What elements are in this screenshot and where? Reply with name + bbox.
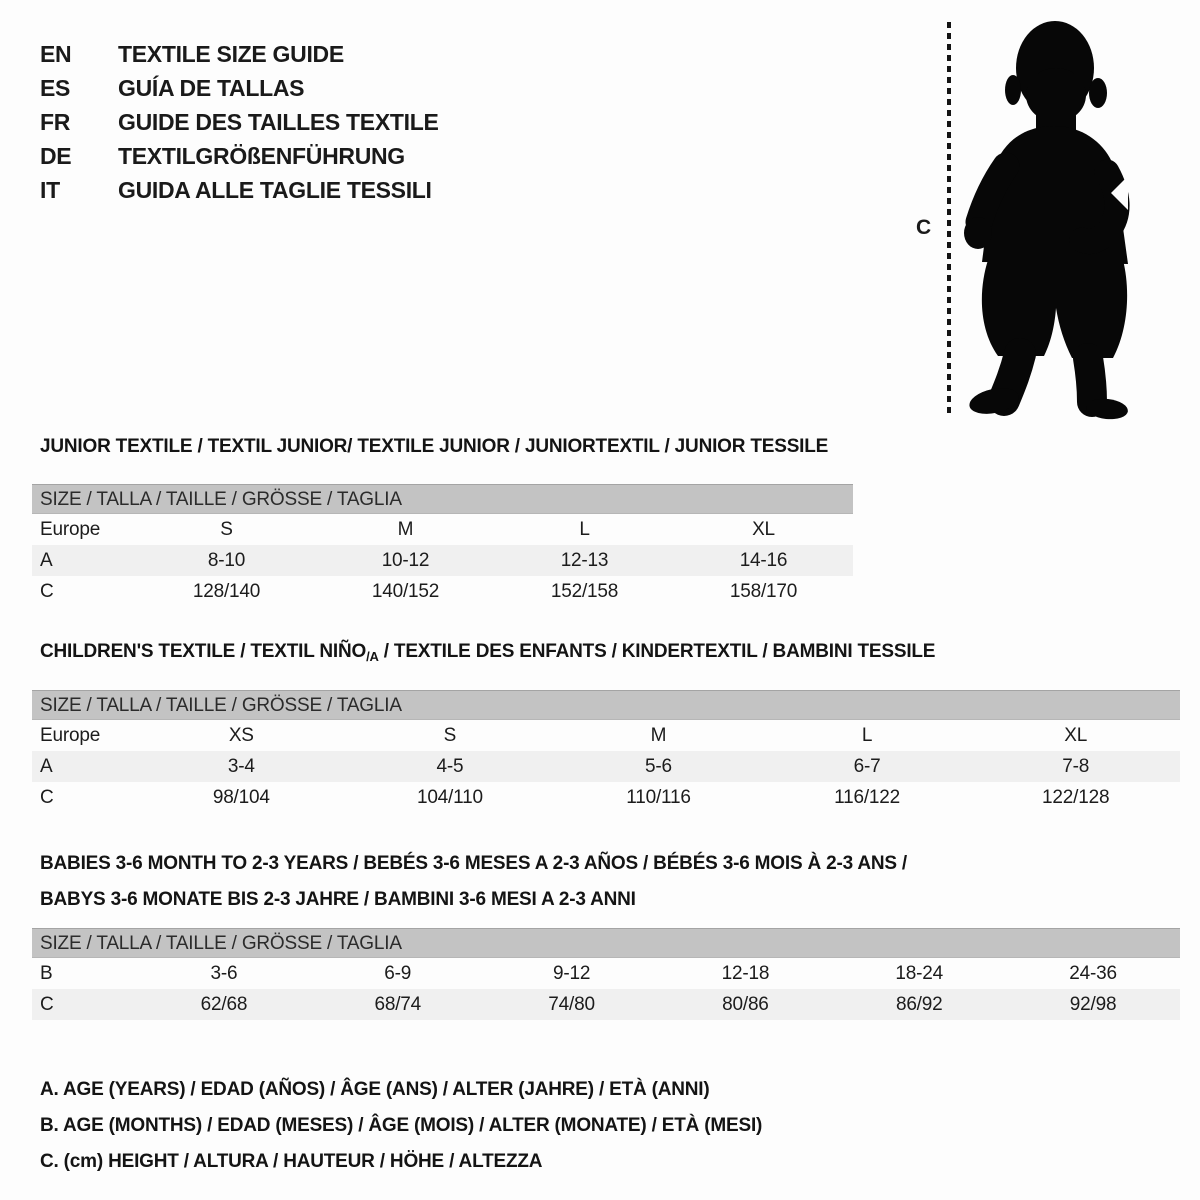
row-label: A [40,755,53,777]
size-cell: XL [1064,724,1088,746]
size-header: SIZE / TALLA / TAILLE / GRÖSSE / TAGLIA [32,484,853,514]
size-cell: S [443,724,457,746]
size-cell: L [861,724,873,746]
list-item [40,71,439,105]
guide-title: GUÍA DE TALLAS [118,75,305,101]
title-text: CHILDREN'S TEXTILE / TEXTIL NIÑO [40,641,367,662]
language-code: EN [40,41,72,67]
size-cell: XL [752,518,775,540]
language-code: ES [40,75,71,101]
height-cell: 92/98 [1069,993,1117,1015]
junior-size-table [32,484,853,607]
language-code: FR [40,109,71,135]
size-cell: S [220,518,233,540]
months-cell: 12-18 [721,962,770,984]
guide-title: GUIDA ALLE TAGLIE TESSILI [118,177,432,203]
table-row [32,782,1180,813]
height-cell: 80/86 [722,993,769,1015]
guide-title: TEXTILE SIZE GUIDE [118,41,344,67]
size-header: SIZE / TALLA / TAILLE / GRÖSSE / TAGLIA [32,690,1180,720]
height-cell: 62/68 [200,993,248,1015]
children-size-table [32,690,1180,813]
title-line: BABIES 3-6 MONTH TO 2-3 YEARS / BEBÉS 3-6 MESES A 2-3 AÑOS / BÉBÉS 3-6 MOIS À 2-3 ANS / [40,853,908,874]
row-label: C [40,580,54,602]
language-code: DE [40,143,72,169]
table-row [32,545,853,576]
age-cell: 14-16 [739,549,788,571]
dimension-legend [40,1072,762,1180]
list-item [40,139,439,173]
age-cell: 4-5 [436,755,464,777]
row-label: Europe [40,518,101,540]
months-cell: 24-36 [1069,962,1117,984]
age-cell: 10-12 [381,549,430,571]
table-row [32,514,853,545]
table-row [32,576,853,607]
height-cell: 122/128 [1042,786,1110,808]
row-label: Europe [40,724,101,746]
table-row [32,720,1180,751]
height-dimension-label: C [916,216,932,239]
legend-line-a: A. AGE (YEARS) / EDAD (AÑOS) / ÂGE (ANS) / ALTER (JAHRE) / ETÀ (ANNI) [40,1079,710,1100]
age-cell: 8-10 [207,549,246,571]
title-subscript: /A [366,649,379,664]
size-header: SIZE / TALLA / TAILLE / GRÖSSE / TAGLIA [32,928,1180,958]
toddler-silhouette-icon [960,16,1140,423]
language-code: IT [40,177,60,203]
height-cell: 98/104 [212,786,270,808]
height-cell: 68/74 [374,993,422,1015]
guide-title: TEXTILGRÖßENFÜHRUNG [118,143,405,169]
language-title-list [40,37,439,207]
height-cell: 104/110 [416,786,483,808]
height-cell: 74/80 [548,993,595,1015]
guide-title: GUIDE DES TAILLES TEXTILE [118,109,439,135]
age-cell: 7-8 [1062,755,1090,777]
height-cell: 158/170 [729,580,798,602]
row-label: A [40,549,53,571]
size-cell: M [397,518,414,540]
size-cell: M [650,724,667,746]
list-item [40,37,439,71]
months-cell: 18-24 [895,962,944,984]
months-cell: 3-6 [210,962,238,984]
height-figure [900,0,1200,440]
height-cell: 140/152 [371,580,440,602]
row-label: C [40,786,54,808]
size-cell: XS [228,724,254,746]
age-cell: 3-4 [227,755,255,777]
size-cell: L [579,518,590,540]
height-cell: 152/158 [550,580,619,602]
table-row [32,989,1180,1020]
section-title-junior: JUNIOR TEXTILE / TEXTIL JUNIOR/ TEXTILE JUNIOR / JUNIORTEXTIL / JUNIOR TESSILE [40,436,829,457]
height-cell: 116/122 [834,786,901,808]
height-cell: 110/116 [626,786,691,808]
months-cell: 6-9 [384,962,412,984]
height-cell: 128/140 [192,580,261,602]
row-label: B [40,962,53,984]
age-cell: 5-6 [645,755,672,777]
list-item [40,173,439,207]
babies-size-table [32,928,1180,1020]
list-item [40,105,439,139]
table-row [32,751,1180,782]
section-title-children [40,641,935,664]
title-text: / TEXTILE DES ENFANTS / KINDERTEXTIL / BAMBINI TESSILE [378,641,936,662]
legend-line-b: B. AGE (MONTHS) / EDAD (MESES) / ÂGE (MOIS) / ALTER (MONATE) / ETÀ (MESI) [40,1115,763,1136]
legend-line-c: C. (cm) HEIGHT / ALTURA / HAUTEUR / HÖHE / ALTEZZA [40,1151,543,1172]
table-row [32,958,1180,989]
months-cell: 9-12 [552,962,591,984]
row-label: C [40,993,54,1015]
height-dashed-line [947,22,951,416]
height-cell: 86/92 [895,993,943,1015]
age-cell: 6-7 [853,755,881,777]
section-title-babies [40,846,907,918]
age-cell: 12-13 [560,549,609,571]
title-line: BABYS 3-6 MONATE BIS 2-3 JAHRE / BAMBINI 3-6 MESI A 2-3 ANNI [40,889,636,910]
